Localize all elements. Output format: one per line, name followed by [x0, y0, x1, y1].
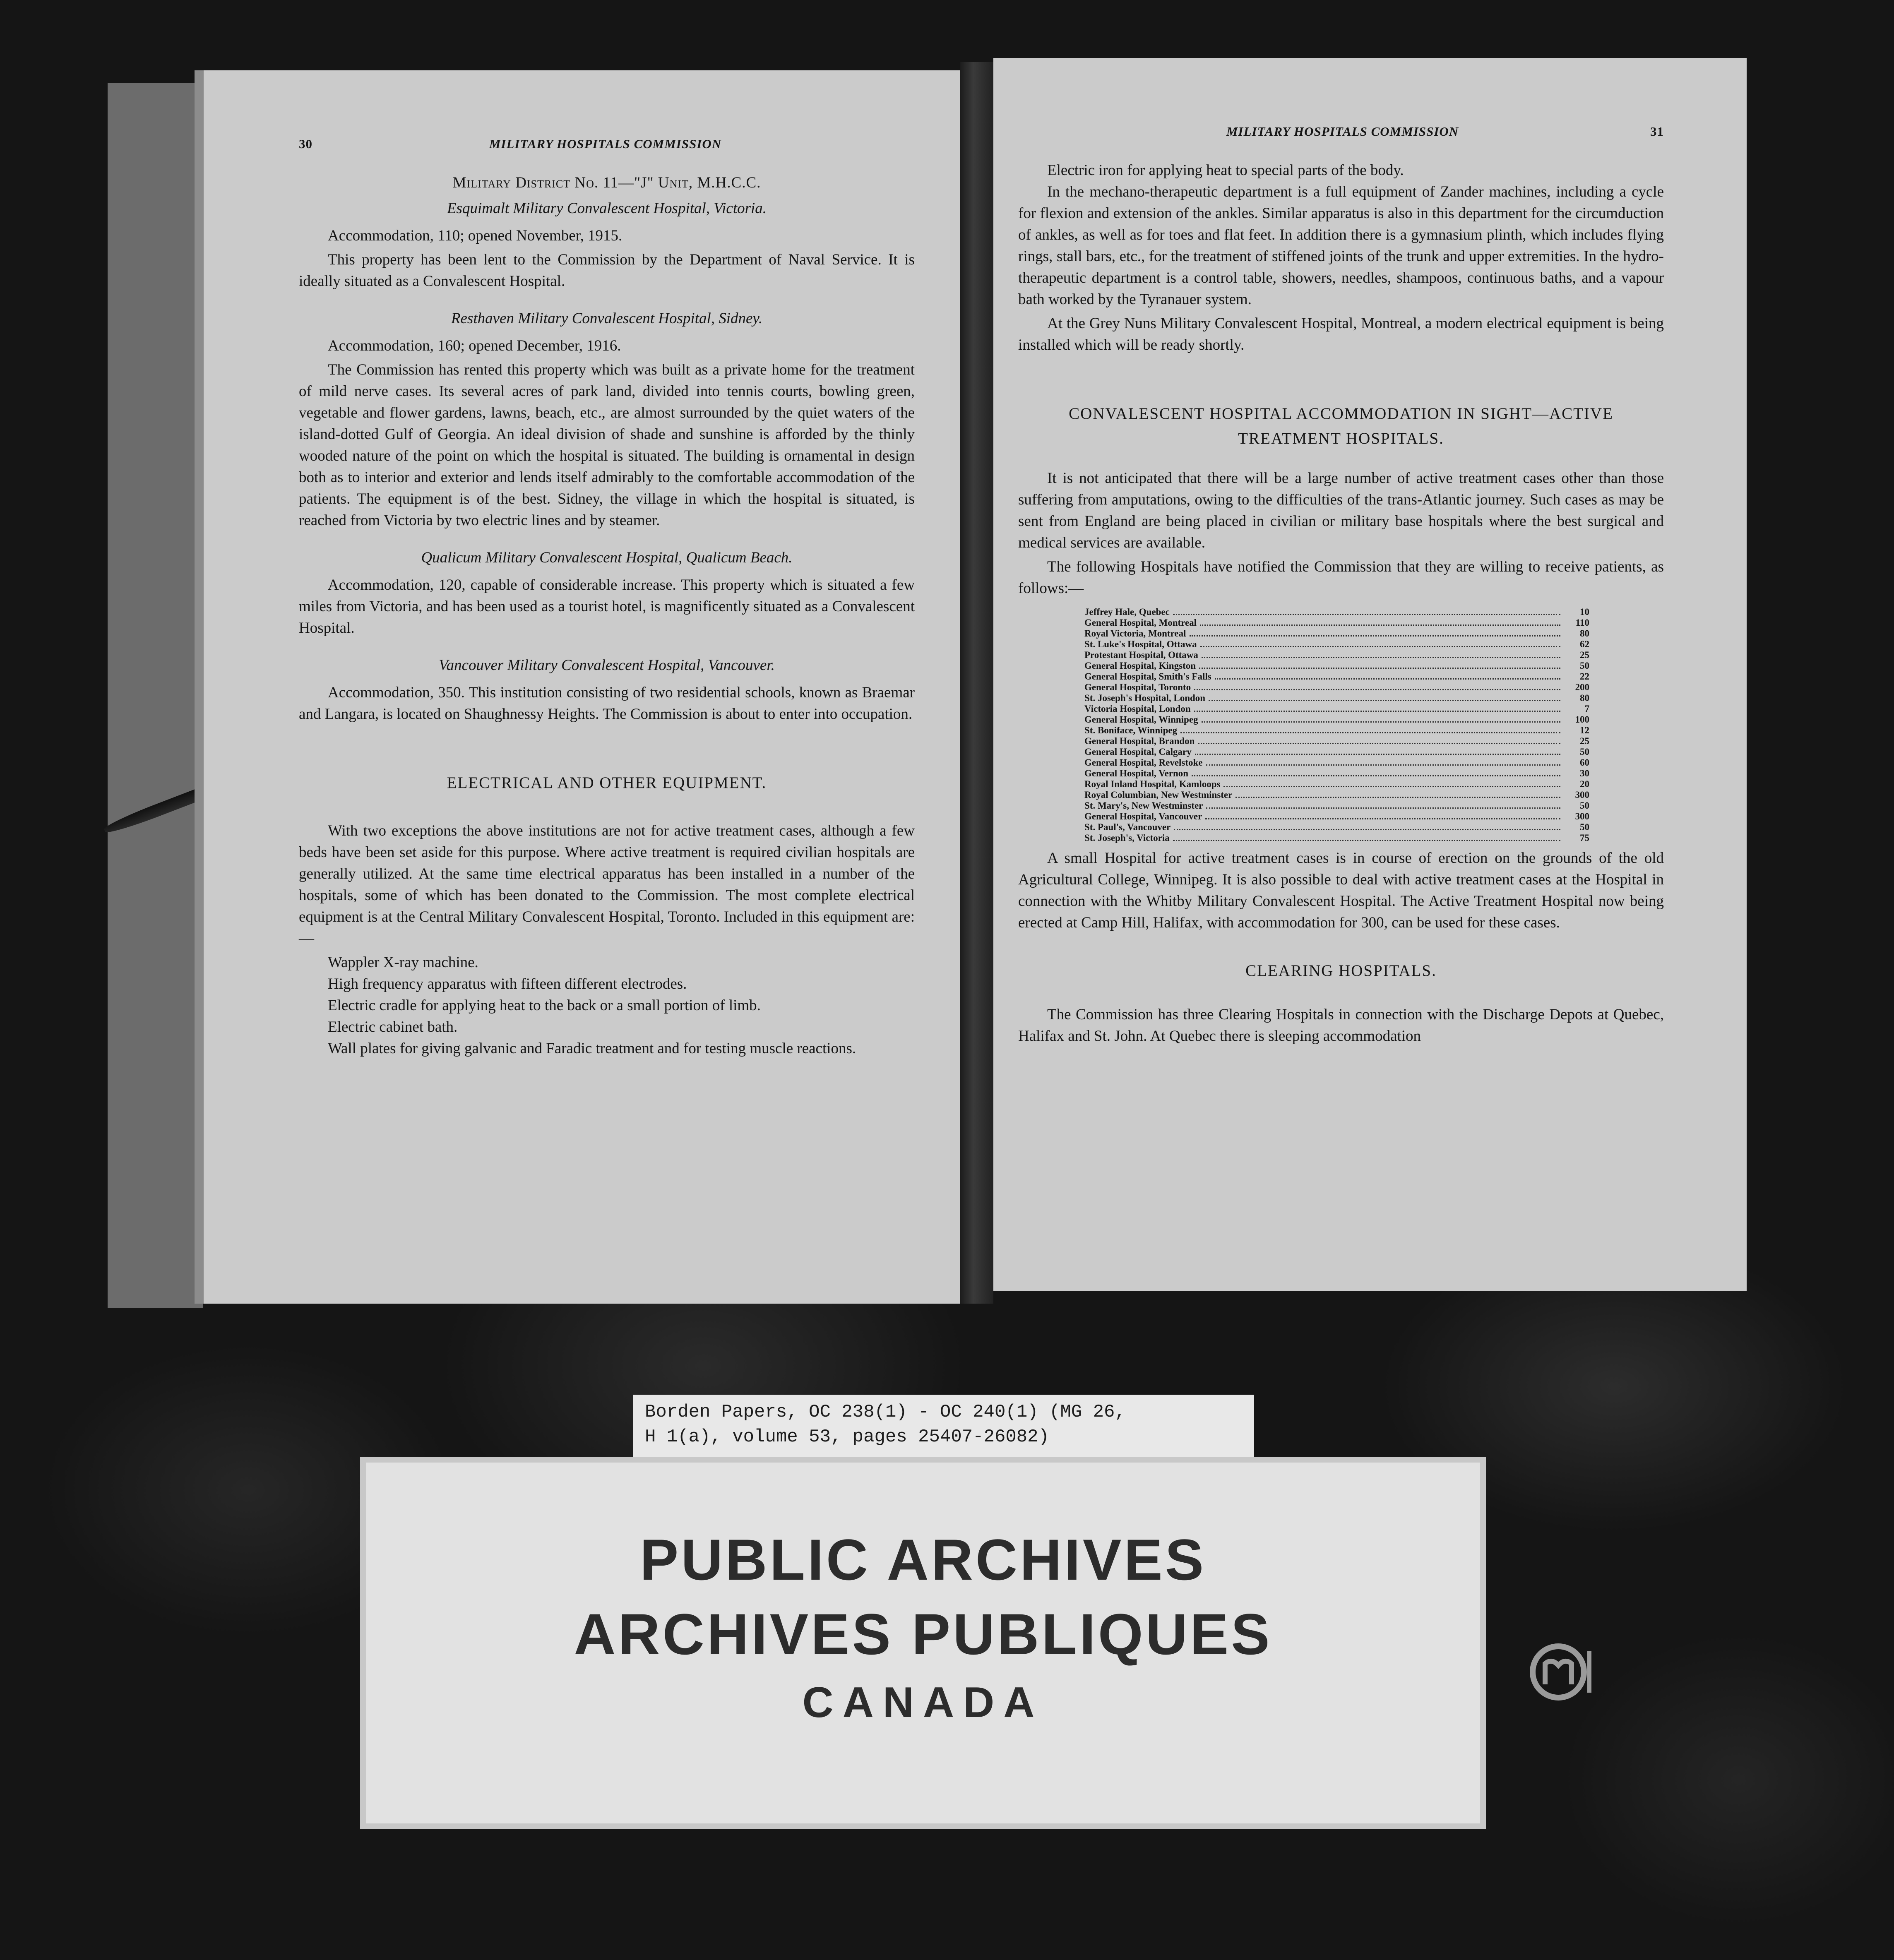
hospital-row [1084, 779, 1589, 790]
hospital-beds: 12 [1580, 725, 1589, 735]
continued-line: Electric iron for applying heat to special parts of the body. [1047, 162, 1404, 179]
hospital-row [1084, 671, 1589, 682]
section-title: Qualicum Military Convalescent Hospital, Qualicum Beach. [421, 549, 793, 566]
leader-dots [1202, 657, 1560, 658]
leader-dots [1206, 807, 1560, 809]
sight-heading-line: CONVALESCENT HOSPITAL ACCOMMODATION IN SIGHT—ACTIVE [1069, 405, 1613, 423]
hospital-row [1084, 725, 1589, 736]
hospital-row [1084, 607, 1589, 617]
hospital-beds: 300 [1575, 811, 1589, 821]
paragraph: The Commission has three Clearing Hospitals in connection with the Discharge Depots at Quebec, Halifax and St. John. At Quebec there is sleeping accommodation [1018, 1006, 1664, 1045]
paragraph: Accommodation, 160; opened December, 1916. [328, 337, 621, 354]
equipment-heading: ELECTRICAL AND OTHER EQUIPMENT. [447, 774, 767, 792]
hospital-name: General Hospital, Toronto [1084, 682, 1191, 692]
hospital-row [1084, 661, 1589, 671]
leader-dots [1194, 711, 1560, 712]
hospital-name: General Hospital, Montreal [1084, 617, 1197, 628]
right-running-head [1018, 124, 1664, 139]
hospital-name: General Hospital, Brandon [1084, 736, 1195, 746]
leader-dots [1205, 818, 1560, 819]
hospital-name: General Hospital, Vernon [1084, 768, 1189, 778]
district-heading: Military District No. 11—"J" Unit, M.H.C.C. [452, 174, 761, 191]
equipment-item: Electric cabinet bath. [328, 1018, 458, 1035]
hospital-name: St. Joseph's Hospital, London [1084, 693, 1206, 703]
hospital-beds: 50 [1580, 822, 1589, 832]
paragraph: Accommodation, 350. This institution consisting of two residential schools, known as Braemar and Langara, is located on Shaughnessy Heights. The Commission is about to enter into occupation. [299, 684, 915, 723]
leader-dots [1194, 689, 1560, 690]
equipment-item: Wall plates for giving galvanic and Faradic treatment and for testing muscle reactions. [328, 1040, 856, 1057]
hospital-name: Victoria Hospital, London [1084, 704, 1191, 714]
hospital-beds: 22 [1580, 671, 1589, 682]
hospital-row [1084, 736, 1589, 747]
leader-dots [1198, 743, 1560, 744]
leader-dots [1173, 840, 1560, 841]
left-running-head [299, 137, 915, 151]
right-page-number: 31 [1650, 124, 1664, 139]
hospital-row [1084, 628, 1589, 639]
hospital-name: Royal Victoria, Montreal [1084, 628, 1186, 639]
clearing-heading: CLEARING HOSPITALS. [1245, 962, 1437, 980]
archives-title-english: PUBLIC ARCHIVES [639, 1527, 1207, 1592]
section-title: Resthaven Military Convalescent Hospital, Sidney. [451, 310, 763, 327]
leader-dots [1235, 797, 1560, 798]
leader-dots [1223, 786, 1560, 787]
leader-dots [1199, 668, 1560, 669]
leader-dots [1190, 635, 1561, 637]
hospital-name: Protestant Hospital, Ottawa [1084, 650, 1198, 660]
hospital-beds: 80 [1580, 628, 1589, 639]
hospital-name: St. Joseph's, Victoria [1084, 833, 1170, 843]
hospital-name: General Hospital, Smith's Falls [1084, 671, 1211, 682]
hospital-name: General Hospital, Revelstoke [1084, 757, 1203, 768]
hospital-beds: 50 [1580, 747, 1589, 757]
hospital-list [1084, 607, 1589, 843]
left-page [195, 70, 960, 1304]
section-title: Vancouver Military Convalescent Hospital, Vancouver. [439, 657, 775, 674]
hospital-row [1084, 704, 1589, 714]
leader-dots [1180, 732, 1560, 733]
paragraph: Accommodation, 120, capable of considerable increase. This property which is situated a few miles from Victoria, and has been used as a tourist hotel, is magnificently situated as a Convalescent Hospital. [299, 576, 915, 637]
hospital-beds: 50 [1580, 800, 1589, 811]
leader-dots [1215, 678, 1560, 680]
right-page [993, 58, 1747, 1291]
left-page-number: 30 [299, 137, 312, 151]
paragraph: The following Hospitals have notified the Commission that they are willing to receive patients, as follows:— [1018, 558, 1664, 597]
archives-plate [360, 1457, 1486, 1829]
leader-dots [1174, 829, 1560, 830]
leader-dots [1192, 775, 1560, 776]
equipment-item: Electric cradle for applying heat to the back or a small portion of limb. [328, 997, 761, 1014]
leader-dots [1195, 754, 1560, 755]
paragraph: It is not anticipated that there will be a large number of active treatment cases other than those suffering from amputations, owing to the difficulties of the trans-Atlantic journey. Such cases as may be sent from England are being placed in civilian or military base hospitals where the best surgical and medical services are available. [1018, 470, 1664, 551]
hospital-row [1084, 682, 1589, 693]
hospital-name: St. Paul's, Vancouver [1084, 822, 1171, 832]
paragraph: In the mechano-therapeutic department is a full equipment of Zander machines, including a cycle for flexion and extension of the ankles. Similar apparatus is also in this department for the circumduction of ankles, as well as for toes and flat feet. In addition there is a gymnasium plinth, which includes flying rings, stall bars, etc., for the treatment of stiffened joints of the trunk and upper extremities. In the hydro-therapeutic department is a control table, showers, needles, shampoos, continuous baths, and a vapour bath worked by the Tyranauer system. [1018, 183, 1664, 308]
hospital-name: General Hospital, Winnipeg [1084, 714, 1198, 725]
archive-reference-line: H 1(a), volume 53, pages 25407-26082) [645, 1427, 1049, 1447]
leader-dots [1202, 721, 1560, 723]
hospital-row [1084, 650, 1589, 661]
archives-title-french: ARCHIVES PUBLIQUES [574, 1602, 1272, 1667]
equipment-item: Wappler X-ray machine. [328, 954, 478, 971]
hospital-row [1084, 822, 1589, 833]
paragraph: At the Grey Nuns Military Convalescent Hospital, Montreal, a modern electrical equipment is being installed which will be ready shortly. [1018, 315, 1664, 353]
section-title: Esquimalt Military Convalescent Hospital, Victoria. [447, 200, 767, 217]
hospital-row [1084, 833, 1589, 843]
hospital-name: St. Mary's, New Westminster [1084, 800, 1203, 811]
leader-dots [1206, 764, 1560, 766]
hospital-name: Royal Columbian, New Westminster [1084, 790, 1233, 800]
hospital-name: General Hospital, Vancouver [1084, 811, 1202, 821]
book-gutter [960, 62, 993, 1304]
leader-dots [1200, 625, 1560, 626]
archive-reference-slip [633, 1395, 1254, 1457]
sight-heading [1018, 401, 1664, 451]
hospital-beds: 80 [1580, 693, 1589, 703]
leader-dots [1209, 700, 1560, 701]
hospital-beds: 25 [1580, 736, 1589, 746]
hospital-beds: 25 [1580, 650, 1589, 660]
hospital-name: General Hospital, Kingston [1084, 661, 1196, 671]
right-running-title: MILITARY HOSPITALS COMMISSION [1226, 124, 1459, 139]
hospital-row [1084, 639, 1589, 650]
hospital-name: St. Luke's Hospital, Ottawa [1084, 639, 1197, 649]
hospital-name: St. Boniface, Winnipeg [1084, 725, 1178, 735]
hospital-row [1084, 800, 1589, 811]
paragraph: This property has been lent to the Commission by the Department of Naval Service. It is ideally situated as a Convalescent Hospital. [299, 251, 915, 290]
paragraph: Accommodation, 110; opened November, 1915. [328, 227, 623, 244]
hospital-beds: 62 [1580, 639, 1589, 649]
hospital-beds: 110 [1575, 617, 1589, 628]
leader-dots [1173, 614, 1560, 615]
hospital-name: Royal Inland Hospital, Kamloops [1084, 779, 1221, 789]
hospital-beds: 30 [1580, 768, 1589, 778]
hospital-beds: 300 [1575, 790, 1589, 800]
leader-dots [1200, 646, 1560, 647]
hospital-beds: 75 [1580, 833, 1589, 843]
hospital-row [1084, 768, 1589, 779]
equipment-paragraph: With two exceptions the above institutions are not for active treatment cases, although a few beds have been set aside for this purpose. Where active treatment is required civilian hospitals are generally utilized. At the same time electrical apparatus has been installed in a number of the hospitals, some of which has been donated to the Commission. The most complete electrical equipment is at the Central Military Convalescent Hospital, Toronto. Included in this equipment are:— [299, 822, 915, 947]
hospital-beds: 10 [1580, 607, 1589, 617]
hospital-row [1084, 790, 1589, 800]
hospital-name: Jeffrey Hale, Quebec [1084, 607, 1170, 617]
hospital-row [1084, 747, 1589, 757]
hospital-row [1084, 714, 1589, 725]
hospital-row [1084, 617, 1589, 628]
hospital-beds: 50 [1580, 661, 1589, 671]
equipment-item: High frequency apparatus with fifteen different electrodes. [328, 975, 687, 992]
hospital-beds: 20 [1580, 779, 1589, 789]
archives-country: CANADA [802, 1679, 1044, 1727]
archives-seal-icon [1525, 1635, 1600, 1709]
sight-heading-line: TREATMENT HOSPITALS. [1238, 430, 1444, 447]
book-edge [108, 83, 203, 1308]
left-running-title: MILITARY HOSPITALS COMMISSION [489, 137, 722, 151]
hospital-row [1084, 811, 1589, 822]
hospital-name: General Hospital, Calgary [1084, 747, 1192, 757]
paragraph: A small Hospital for active treatment cases is in course of erection on the grounds of the old Agricultural College, Winnipeg. It is also possible to deal with active treatment cases at the Hospital in connection with the Whitby Military Convalescent Hospital. The Active Treatment Hospital now being erected at Camp Hill, Halifax, with accommodation for 300, can be used for these cases. [1018, 850, 1664, 931]
archive-reference-line: Borden Papers, OC 238(1) - OC 240(1) (MG 26, [645, 1402, 1126, 1422]
hospital-beds: 100 [1575, 714, 1589, 725]
paragraph: The Commission has rented this property which was built as a private home for the treatment of mild nerve cases. Its several acres of park land, divided into tennis courts, bowling green, vegetable and flower gardens, lawns, beach, etc., are almost surrounded by the quiet waters of the island-dotted Gulf of Georgia. An ideal division of shade and sunshine is afforded by the thinly wooded nature of the point on which the hospital is situated. The building is ornamental in design both as to interior and exterior and lends itself admirably to the comfortable accommodation of the patients. The equipment is of the best. Sidney, the village in which the hospital is situated, is reached from Victoria by two electric lines and by steamer. [299, 361, 915, 529]
hospital-beds: 7 [1584, 704, 1589, 714]
hospital-row [1084, 757, 1589, 768]
hospital-beds: 60 [1580, 757, 1589, 768]
hospital-row [1084, 693, 1589, 704]
hospital-beds: 200 [1575, 682, 1589, 692]
